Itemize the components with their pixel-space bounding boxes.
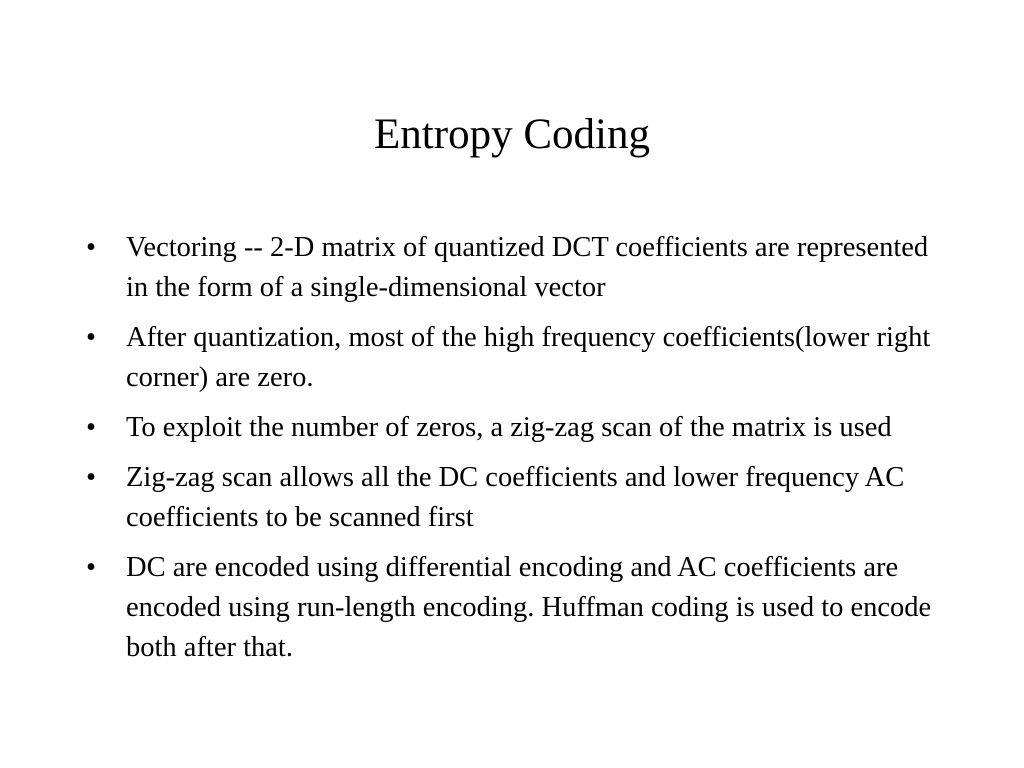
bullet-text: DC are encoded using differential encoding and AC coefficients are encoded using run-length encoding. Huffman coding is used to encode both after that. <box>126 552 932 663</box>
bullet-item-zigzag-exploit <box>86 408 946 448</box>
bullet-icon: • <box>86 462 96 493</box>
bullet-icon: • <box>86 552 96 583</box>
bullet-text: Vectoring -- 2-D matrix of quantized DCT coefficients are represented in the form of a single-dimensional vector <box>126 232 929 303</box>
bullet-text: After quantization, most of the high frequency coefficients(lower right corner) are zero. <box>126 322 931 393</box>
bullet-text: Zig-zag scan allows all the DC coefficients and lower frequency AC coefficients to be scanned first <box>126 462 905 533</box>
bullet-list <box>86 228 946 678</box>
bullet-item-quantization <box>86 318 946 398</box>
bullet-icon: • <box>86 412 96 443</box>
bullet-item-vectoring <box>86 228 946 308</box>
slide-title: Entropy Coding <box>374 111 650 158</box>
bullet-text: To exploit the number of zeros, a zig-zag scan of the matrix is used <box>126 412 892 443</box>
bullet-icon: • <box>86 322 96 353</box>
bullet-item-encoding <box>86 548 946 668</box>
bullet-icon: • <box>86 232 96 263</box>
bullet-item-zigzag-scan <box>86 458 946 538</box>
